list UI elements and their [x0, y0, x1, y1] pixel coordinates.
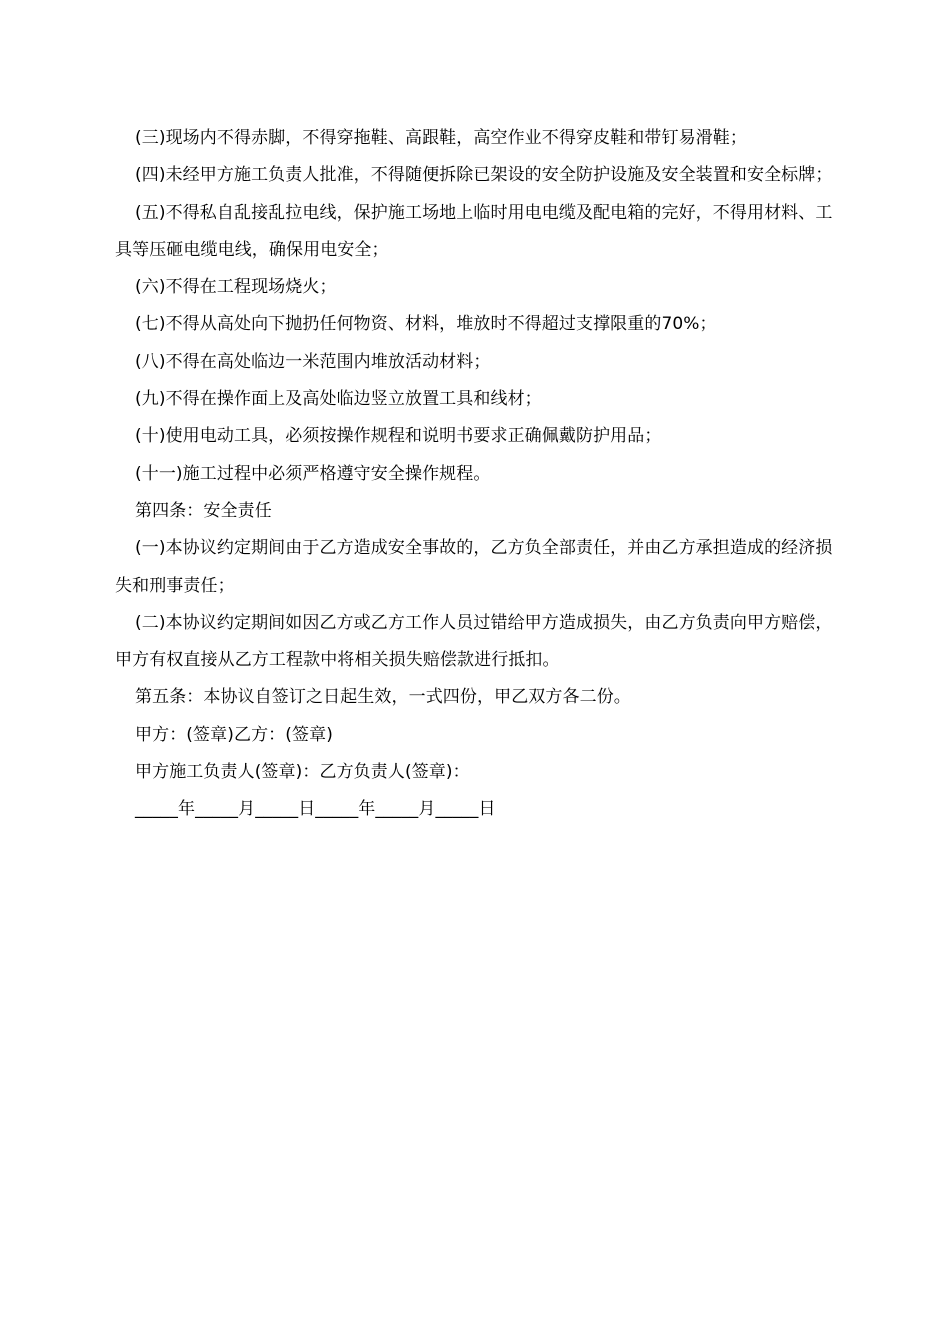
clause-11-operating-rules: (十一)施工过程中必须严格遵守安全操作规程。	[135, 463, 491, 484]
clause-6-no-fire: (六)不得在工程现场烧火；	[135, 277, 337, 298]
article-4-item-1: (一)本协议约定期间由于乙方造成安全事故的，乙方负全部责任，并由乙方承担造成的经济损失和刑事责任；	[115, 538, 833, 596]
signature-dates: _____年_____月_____日_____年_____月_____日	[135, 799, 496, 820]
signature-parties: 甲方：(签章)乙方：(签章)	[135, 724, 333, 745]
article-4-heading: 第四条：安全责任	[135, 500, 272, 521]
signature-responsible-persons: 甲方施工负责人(签章)：乙方负责人(签章)：	[135, 762, 470, 783]
clause-8-edge-stacking: (八)不得在高处临边一米范围内堆放活动材料；	[135, 351, 491, 372]
clause-3-barefoot: (三)现场内不得赤脚，不得穿拖鞋、高跟鞋，高空作业不得穿皮鞋和带钉易滑鞋；	[135, 128, 747, 148]
clause-9-vertical-tools: (九)不得在操作面上及高处临边竖立放置工具和线材；	[135, 389, 542, 410]
clause-7-no-throwing: (七)不得从高处向下抛扔任何物资、材料，堆放时不得超过支撑限重的70%；	[135, 314, 717, 335]
article-4-item-2: (二)本协议约定期间如因乙方或乙方工作人员过错给甲方造成损失，由乙方负责向甲方赔偿，甲方有权直接从乙方工程款中将相关损失赔偿款进行抵扣。	[115, 612, 833, 671]
document-body	[115, 120, 835, 829]
clause-4-protection-facilities: (四)未经甲方施工负责人批准，不得随便拆除已架设的安全防护设施及安全装置和安全标牌；	[135, 165, 833, 186]
clause-5-electrical: (五)不得私自乱接乱拉电线，保护施工场地上临时用电电缆及配电箱的完好，不得用材料、工具等压砸电缆电线，确保用电安全；	[115, 202, 833, 260]
clause-10-power-tools: (十)使用电动工具，必须按操作规程和说明书要求正确佩戴防护用品；	[135, 426, 662, 447]
article-5: 第五条：本协议自签订之日起生效，一式四份，甲乙双方各二份。	[135, 687, 631, 708]
